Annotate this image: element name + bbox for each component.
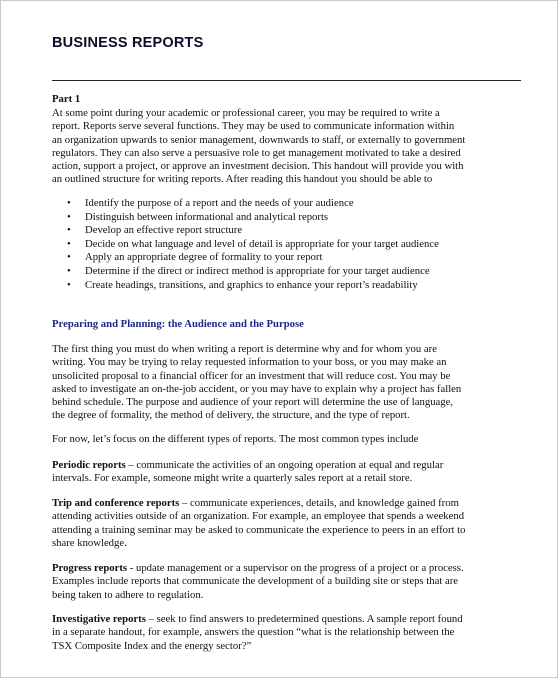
paragraph-line: attending activities outside of an organization. For example, an employee that spends a weekend	[52, 510, 465, 523]
document-page	[1, 1, 558, 679]
bullet-icon: •	[67, 210, 71, 223]
focus-line: For now, let’s focus on the different types of reports. The most common types include	[52, 433, 419, 445]
report-type-term: Trip and conference reports	[52, 497, 180, 509]
bullet-icon: •	[67, 237, 71, 250]
paragraph-line: attending a training seminar may be asked to communicate the experience to peers in an effort to	[52, 523, 466, 536]
paragraph-line: Investigative reports – seek to find answers to predetermined questions. A sample report found	[52, 613, 463, 625]
list-item: • Create headings, transitions, and graphics to enhance your report’s readability	[67, 278, 418, 291]
paragraph-line: an organization upwards to senior management, downwards to staff, or externally to government	[52, 133, 466, 146]
paragraph-line: regulators. They can also serve a persuasive role to get management motivated to take a desired	[52, 146, 461, 159]
paragraph-line: action, support a project, or approve an investment decision. This handout will provide you with	[52, 160, 464, 173]
title-divider	[52, 80, 521, 81]
paragraph-line: in a separate handout, for example, answers the question “what is the relationship between the	[52, 626, 455, 639]
report-type-investigative	[52, 613, 488, 653]
paragraph-line: being taken to adhere to regulation.	[52, 588, 204, 601]
list-item: • Determine if the direct or indirect method is appropriate for your target audience	[67, 264, 430, 277]
bullet-icon: •	[67, 251, 71, 264]
paragraph-line: behind schedule. The purpose and audience of your report will determine the use of language,	[52, 396, 454, 409]
planning-paragraph	[52, 343, 488, 423]
bullet-icon: •	[67, 224, 71, 237]
list-item: • Develop an effective report structure	[67, 224, 243, 237]
list-item: • Distinguish between informational and analytical reports	[67, 210, 329, 223]
list-item: • Decide on what language and level of detail is appropriate for your target audience	[67, 237, 439, 250]
page-title: BUSINESS REPORTS	[52, 35, 204, 51]
paragraph-line: TSX Composite Index and the energy sector?”	[52, 639, 252, 652]
report-type-trip	[52, 497, 488, 550]
paragraph-line: asked to investigate an on-the-job accident, or you may have to explain why a project has fallen	[52, 382, 462, 395]
part1-paragraph	[52, 107, 488, 187]
paragraph-line: writing. You may be trying to relay requested information to your boss, or you may make an	[52, 356, 447, 369]
section-heading-planning: Preparing and Planning: the Audience and the Purpose	[52, 318, 304, 330]
report-type-term: Periodic reports	[52, 459, 126, 471]
bullet-icon: •	[67, 264, 71, 277]
objectives-list	[52, 197, 521, 292]
part1-heading: Part 1	[52, 93, 81, 105]
list-item: • Identify the purpose of a report and the needs of your audience	[67, 197, 354, 209]
bullet-icon: •	[67, 278, 71, 291]
report-type-periodic	[52, 459, 488, 486]
paragraph-line: report. Reports serve several functions. They may be used to communicate information within	[52, 120, 455, 133]
report-type-term: Progress reports	[52, 562, 128, 574]
paragraph-line: unsolicited proposal to a financial officer for an investment that will reduce cost. You may be	[52, 369, 451, 382]
paragraph-line: At some point during your academic or professional career, you may be required to write a	[52, 107, 440, 119]
bullet-icon: •	[67, 197, 71, 209]
paragraph-line: the degree of formality, the method of delivery, the structure, and the type of report.	[52, 409, 410, 422]
paragraph-line: Examples include reports that communicate the development of a building site or steps that are	[52, 575, 459, 588]
paragraph-line: The first thing you must do when writing a report is determine why and for whom you are	[52, 343, 437, 355]
paragraph-line: Periodic reports – communicate the activities of an ongoing operation at equal and regular	[52, 459, 444, 471]
paragraph-line: an outlined structure for writing reports. After reading this handout you should be able to	[52, 173, 433, 186]
report-type-term: Investigative reports	[52, 613, 146, 625]
paragraph-line: intervals. For example, someone might write a quarterly sales report at a retail store.	[52, 472, 413, 485]
paragraph-line: Progress reports - update management or a supervisor on the progress of a project or a process.	[52, 562, 464, 574]
paragraph-line: Trip and conference reports – communicate experiences, details, and knowledge gained from	[52, 497, 459, 509]
list-item: • Apply an appropriate degree of formality to your report	[67, 251, 323, 264]
report-type-progress	[52, 562, 488, 602]
paragraph-line: share knowledge.	[52, 536, 127, 549]
